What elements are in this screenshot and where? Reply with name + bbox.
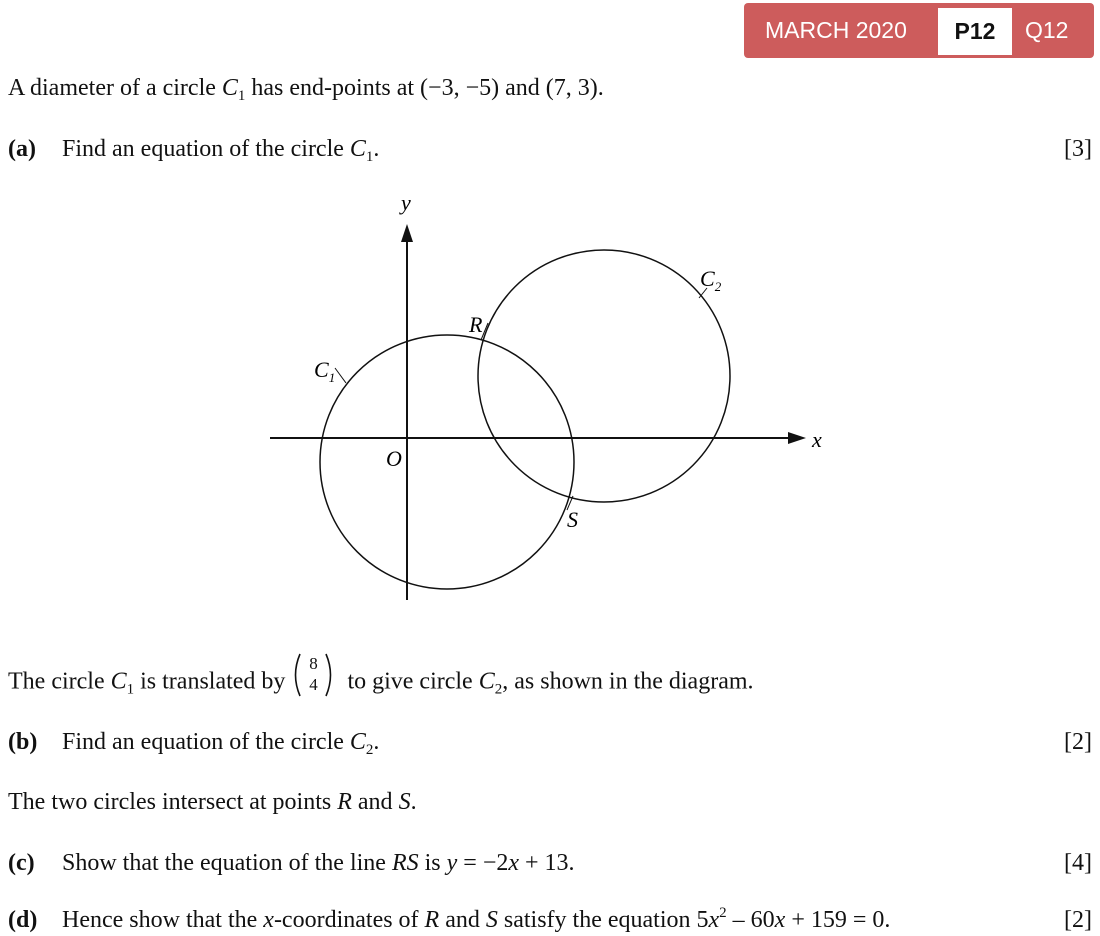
part-b-marks: [2]: [1064, 729, 1092, 755]
origin-label: O: [386, 446, 402, 471]
intersection-statement: The two circles intersect at points R and S.: [8, 789, 417, 815]
part-b-label: (b): [8, 729, 38, 755]
part-a-label: (a): [8, 136, 36, 162]
point-s-label: S: [567, 507, 578, 532]
c2-label: $C_2$: [700, 266, 722, 294]
point-r-label: R: [469, 312, 483, 337]
part-c: (c) Show that the equation of the line RS is y = −2x + 13.: [8, 850, 575, 876]
paper-reference-tag: [744, 3, 1094, 58]
question-number: Q12: [1025, 17, 1069, 43]
y-axis-label: y: [401, 190, 411, 215]
translation-vector: [291, 652, 335, 698]
c1-pointer: [335, 368, 346, 383]
y-axis-arrow-icon: [401, 224, 413, 242]
translation-statement: The circle $C_1$ is translated by 8 4 to give circle $C_2$, as shown in the diagram.: [8, 654, 754, 698]
part-d-label: (d): [8, 907, 38, 933]
part-a-marks: [3]: [1064, 136, 1092, 162]
paper-number: P12: [938, 8, 1012, 55]
circle-c1: [320, 335, 574, 589]
x-axis-label: x: [812, 427, 822, 452]
circles-diagram: [260, 190, 860, 610]
x-axis-arrow-icon: [788, 432, 806, 444]
vector-bottom: 4: [309, 675, 318, 694]
part-d: (d) Hence show that the x-coordinates of R and S satisfy the equation $5x^2 - 60x + 159 = 0$.: [8, 905, 891, 933]
c1-label: $C_1$: [314, 357, 336, 385]
question-intro: A diameter of a circle $C_1$ has end-points at (−3, −5) and (7, 3).: [8, 75, 604, 104]
exam-session: MARCH 2020: [765, 17, 907, 43]
vector-top: 8: [309, 654, 318, 673]
part-a: (a) Find an equation of the circle $C_1$.: [8, 136, 380, 165]
part-c-marks: [4]: [1064, 850, 1092, 876]
part-b: (b) Find an equation of the circle $C_2$.: [8, 729, 380, 758]
part-d-marks: [2]: [1064, 907, 1092, 933]
part-c-label: (c): [8, 850, 35, 876]
circle-c2: [478, 250, 730, 502]
